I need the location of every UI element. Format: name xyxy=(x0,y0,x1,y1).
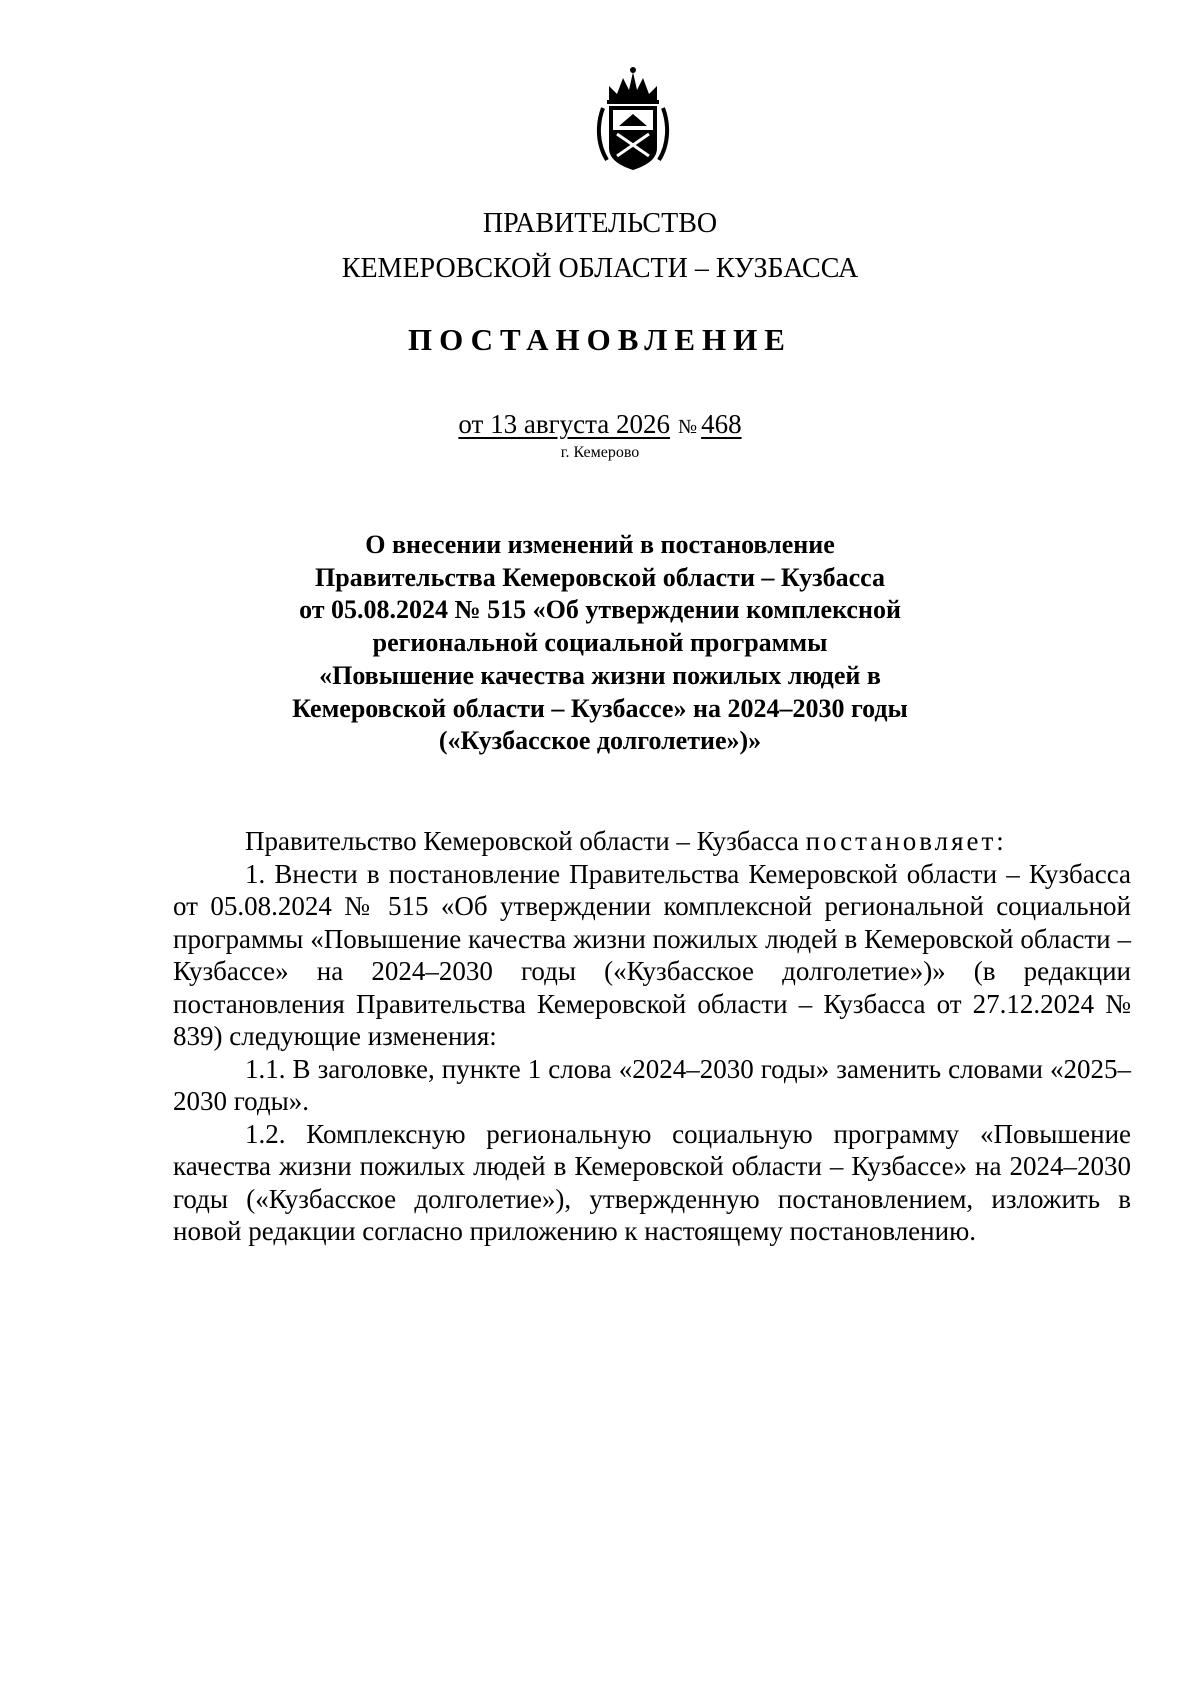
document-type: ПОСТАНОВЛЕНИЕ xyxy=(408,322,792,357)
title-line: («Кузбасское долголетие»)» xyxy=(438,726,762,756)
preamble xyxy=(173,825,1131,858)
title-line: Кемеровской области – Кузбассе» на 2024–2030 годы xyxy=(292,693,908,723)
paragraph-1-2: 1.2. Комплексную региональную социальную программу «Повышение качества жизни пожилых людей в Кемеровской области – Кузбассе» на 2024–2030 годы («Кузбасское долголетие»), утвержденную постановлением, изложить в новой редакции согласно приложению к настоящему постановлению. xyxy=(173,1118,1131,1246)
paragraph-1-1: 1.1. В заголовке, пункте 1 слова «2024–2030 годы» заменить словами «2025–2030 годы». xyxy=(173,1053,1131,1116)
preamble-text: Правительство Кемеровской области – Кузбасса xyxy=(245,826,806,856)
coat-of-arms-icon xyxy=(595,64,671,172)
date-number-line xyxy=(0,409,1200,442)
org-name-line2: КЕМЕРОВСКОЙ ОБЛАСТИ – КУЗБАССА xyxy=(341,253,859,284)
title-line: Правительства Кемеровской области – Кузбасса xyxy=(315,562,885,592)
title-line: региональной социальной программы xyxy=(372,628,828,658)
title-line: «Повышение качества жизни пожилых людей в xyxy=(319,660,881,690)
title-line: О внесении изменений в постановление xyxy=(365,530,835,559)
document-title xyxy=(0,529,1200,758)
document-number: 468 xyxy=(701,409,742,439)
document-date: от 13 августа 2026 xyxy=(458,409,670,439)
document-body xyxy=(173,825,1131,1248)
city: г. Кемерово xyxy=(560,444,640,461)
paragraph-1: 1. Внести в постановление Правительства Кемеровской области – Кузбасса от 05.08.2024 № 515 «Об утверждении комплексной региональной социальной программы «Повышение качества жизни пожилых людей в Кемеровской области – Кузбассе» на 2024–2030 годы («Кузбасское долголетие»)» (в редакции постановления Правительства Кемеровской области – Кузбасса от 27.12.2024 № 839) следующие изменения: xyxy=(173,858,1131,1051)
org-name-line1: ПРАВИТЕЛЬСТВО xyxy=(482,208,718,239)
preamble-verb: постановляет: xyxy=(805,826,1007,856)
title-line: от 05.08.2024 № 515 «Об утверждении комплексной xyxy=(299,595,901,625)
number-sign: № xyxy=(678,416,698,438)
